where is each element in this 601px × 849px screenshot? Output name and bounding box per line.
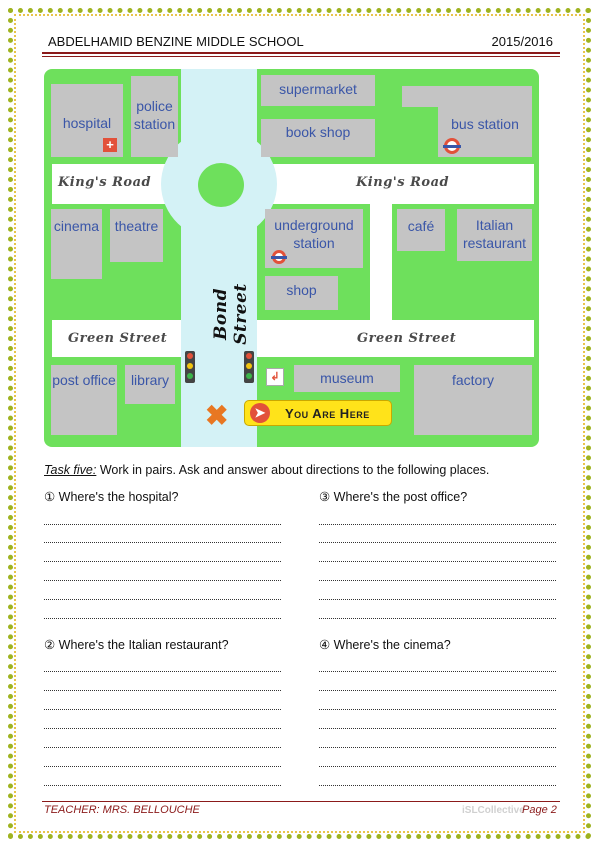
- answer-line[interactable]: [44, 524, 281, 525]
- answer-line[interactable]: [319, 561, 556, 562]
- you-are-here-sign: [244, 400, 392, 426]
- traffic-light-right-icon: [244, 351, 254, 383]
- book-shop-block: [261, 119, 375, 157]
- museum-icon: ↲: [266, 368, 284, 386]
- italian-restaurant-label: Italian restaurant: [462, 217, 527, 251]
- town-map: [44, 69, 539, 447]
- answer-line[interactable]: [319, 766, 556, 767]
- teacher-name: TEACHER: MRS. BELLOUCHE: [44, 804, 200, 816]
- answer-line[interactable]: [44, 561, 281, 562]
- page-number: Page 2: [522, 804, 557, 816]
- cafe-label: café: [407, 218, 435, 234]
- library-block: [125, 365, 175, 404]
- shop-label: shop: [286, 282, 317, 298]
- answer-line[interactable]: [319, 709, 556, 710]
- bond-street-label: Bond Street: [211, 283, 251, 345]
- answer-line[interactable]: [44, 671, 281, 672]
- answer-line[interactable]: [44, 766, 281, 767]
- question-3: ③ Where's the post office?: [319, 490, 468, 504]
- answer-line[interactable]: [319, 542, 556, 543]
- cafe-block: [397, 209, 445, 251]
- question-2: ② Where's the Italian restaurant?: [44, 638, 229, 652]
- supermarket-block: [261, 75, 375, 106]
- kings-road-label-left: King's Road: [58, 175, 152, 190]
- answer-line[interactable]: [319, 728, 556, 729]
- police-station-label: police station: [133, 98, 176, 132]
- italian-restaurant-block: [457, 209, 532, 261]
- underground-station-label: underground station: [274, 217, 354, 251]
- answer-line[interactable]: [319, 690, 556, 691]
- you-are-here-arrow-icon: ➤: [250, 403, 270, 423]
- answer-line[interactable]: [319, 599, 556, 600]
- green-street-label-right: Green Street: [357, 331, 457, 346]
- answer-line[interactable]: [44, 580, 281, 581]
- underground-icon: [272, 250, 286, 264]
- task-label: Task five:: [44, 463, 97, 477]
- library-label: library: [130, 372, 170, 388]
- bond-street: [181, 69, 257, 447]
- school-name: ABDELHAMID BENZINE MIDDLE SCHOOL: [48, 34, 304, 49]
- answer-line[interactable]: [319, 618, 556, 619]
- museum-block: [294, 365, 400, 392]
- police-station-block: [131, 76, 178, 157]
- book-shop-label: book shop: [285, 124, 351, 140]
- you-are-here-label: You Are Here: [285, 406, 370, 421]
- you-are-here-cross-icon: ✖: [205, 400, 229, 431]
- answer-line[interactable]: [44, 599, 281, 600]
- factory-block: [414, 365, 532, 435]
- roundabout-centre: [198, 163, 244, 207]
- answer-line[interactable]: [44, 747, 281, 748]
- cinema-block: [51, 209, 102, 279]
- header-rule-thin: [42, 56, 560, 57]
- post-office-label: post office: [52, 372, 116, 388]
- answer-line[interactable]: [44, 542, 281, 543]
- answer-line[interactable]: [44, 618, 281, 619]
- bus-station-label: bus station: [451, 116, 519, 132]
- answer-line[interactable]: [319, 524, 556, 525]
- footer-rule: [42, 801, 560, 802]
- post-office-block: [51, 365, 117, 435]
- answer-line[interactable]: [44, 785, 281, 786]
- theatre-label: theatre: [114, 218, 159, 234]
- factory-label: factory: [451, 372, 494, 388]
- answer-line[interactable]: [319, 671, 556, 672]
- theatre-block: [110, 209, 163, 262]
- kings-road-label-right: King's Road: [356, 175, 450, 190]
- answer-line[interactable]: [44, 690, 281, 691]
- answer-line[interactable]: [44, 709, 281, 710]
- cinema-label: cinema: [53, 218, 100, 234]
- shop-block: [265, 276, 338, 310]
- hospital-icon: +: [103, 138, 117, 152]
- question-4: ④ Where's the cinema?: [319, 638, 451, 652]
- hospital-label: hospital: [62, 115, 112, 131]
- school-year: 2015/2016: [491, 34, 553, 49]
- task-instruction: [44, 463, 489, 477]
- answer-line[interactable]: [319, 747, 556, 748]
- supermarket-label: supermarket: [279, 81, 357, 97]
- question-1: ① Where's the hospital?: [44, 490, 179, 504]
- bus-station-top-block: [402, 86, 532, 107]
- task-text: Work in pairs. Ask and answer about directions to the following places.: [96, 463, 490, 477]
- museum-label: museum: [320, 370, 374, 386]
- header-rule: [42, 52, 560, 54]
- connector-road: [370, 204, 392, 320]
- answer-line[interactable]: [319, 785, 556, 786]
- traffic-light-left-icon: [185, 351, 195, 383]
- watermark: iSLCollective: [462, 805, 525, 816]
- answer-line[interactable]: [319, 580, 556, 581]
- bus-station-icon: [444, 138, 460, 154]
- green-street-label-left: Green Street: [68, 331, 168, 346]
- answer-line[interactable]: [44, 728, 281, 729]
